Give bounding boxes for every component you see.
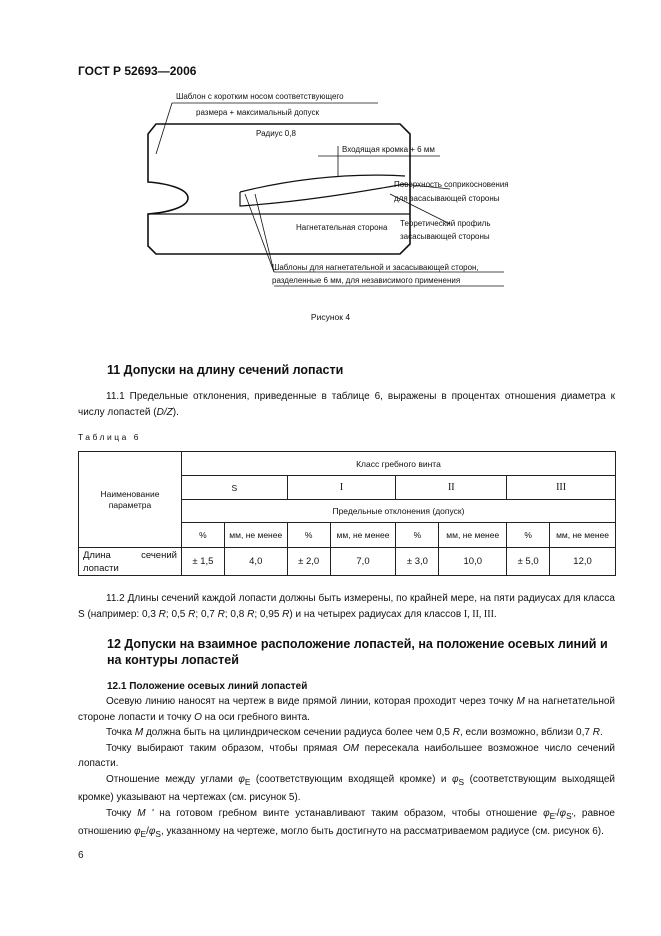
- paragraph-12-1-d: Отношение между углами $\varphi_E$ (соответствующим входящей кромке) и $\varphi_S$ (соответствующим выходящей кромке) указывают на чертежах (см. рисунок 5).: [78, 773, 615, 803]
- value-cell: ± 1,5: [181, 548, 224, 576]
- unit-pct: %: [181, 523, 224, 548]
- label-template-top-2: размера + максимальный допуск: [196, 108, 319, 117]
- class-s: S: [181, 476, 287, 500]
- paragraph-12-1-b: Точка М должна быть на цилиндрическом сечении радиуса более чем 0,5 R, если возможно, вблизи 0,7 R.: [106, 727, 603, 738]
- unit-mm: мм, не менее: [550, 523, 616, 548]
- label-template-top-1: Шаблон с коротким носом соответствующего: [176, 92, 344, 101]
- value-cell: ± 3,0: [396, 548, 439, 576]
- figure-caption: Рисунок 4: [310, 312, 351, 322]
- section-12-body: [78, 694, 615, 843]
- paragraph-12-1-a: Осевую линию наносят на чертеж в виде прямой линии, которая проходит через точку М на нагнетательной стороне лопасти и точку О на оси гребного винта.: [78, 696, 615, 723]
- unit-mm: мм, не менее: [439, 523, 507, 548]
- paragraph-11-2: 11.2 Длины сечений каждой лопасти должны быть измерены, по крайней мере, на пяти радиусах для класса S (например: 0,3 R; 0,5 R; 0,7 R; 0,8 R; 0,95 R) и на четырех радиусах для классов I, II, III.: [78, 593, 615, 620]
- unit-mm: мм, не менее: [224, 523, 287, 548]
- figure-4-drawing: [60, 84, 540, 304]
- paragraph-12-1-e: Точку М ' на готовом гребном винте устанавливают таким образом, чтобы отношение $\varphi_{E'}/\varphi_{S'}$, равное отношению $\varphi_E/\varphi_S$, указанному на чертеже, могло быть достигнуто на рассматриваемом радиусе (см. рисунок 6).: [78, 807, 615, 839]
- label-theoretical-1: Теоретический профиль: [400, 219, 491, 228]
- value-cell: ± 2,0: [287, 548, 330, 576]
- class-ii: II: [396, 476, 507, 500]
- page-number: 6: [78, 850, 84, 861]
- param-header: Наименование параметра: [79, 452, 182, 548]
- paragraph-12-1-c: Точку выбирают таким образом, чтобы прямая ОМ пересекала наибольшее возможное число сечений лопасти.: [78, 742, 615, 769]
- subsection-12-1-title: 12.1 Положение осевых линий лопастей: [107, 681, 308, 692]
- unit-pct: %: [396, 523, 439, 548]
- label-templates-bottom-2: разделенные 6 мм, для независимого применения: [272, 276, 461, 285]
- section-11-title: 11 Допуски на длину сечений лопасти: [107, 363, 344, 377]
- table-caption: Таблица 6: [78, 432, 141, 442]
- deviation-header: Предельные отклонения (допуск): [181, 500, 615, 523]
- value-cell: 12,0: [550, 548, 616, 576]
- template-outline: [148, 124, 410, 254]
- blade-profile: [240, 175, 405, 192]
- value-cell: 4,0: [224, 548, 287, 576]
- label-contact-surface-1: Поверхность соприкосновения: [394, 180, 509, 189]
- class-i: I: [287, 476, 396, 500]
- label-theoretical-2: засасывающей стороны: [400, 232, 490, 241]
- unit-mm: мм, не менее: [330, 523, 396, 548]
- row-label: Длина сечений лопасти: [79, 548, 182, 576]
- section-12-title: 12 Допуски на взаимное расположение лопастей, на положение осевых линий и на контуры лопастей: [107, 637, 608, 667]
- label-pressure-side: Нагнетательная сторона: [296, 223, 388, 232]
- paragraph-11-1: 11.1 Предельные отклонения, приведенные в таблице 6, выражены в процентах отношения диаметра к числу лопастей (D/Z).: [78, 391, 615, 418]
- label-leading-edge: Входящая кромка + 6 мм: [342, 145, 435, 154]
- document-header: ГОСТ Р 52693—2006: [78, 64, 197, 78]
- label-templates-bottom-1: Шаблоны для нагнетательной и засасывающей сторон,: [272, 263, 479, 272]
- value-cell: ± 5,0: [507, 548, 550, 576]
- label-radius: Радиус 0,8: [256, 129, 296, 138]
- value-cell: 10,0: [439, 548, 507, 576]
- unit-pct: %: [507, 523, 550, 548]
- value-cell: 7,0: [330, 548, 396, 576]
- class-iii: III: [507, 476, 616, 500]
- label-contact-surface-2: для засасывающей стороны: [394, 194, 500, 203]
- class-header: Класс гребного винта: [181, 452, 615, 476]
- table-6: [78, 451, 616, 576]
- unit-pct: %: [287, 523, 330, 548]
